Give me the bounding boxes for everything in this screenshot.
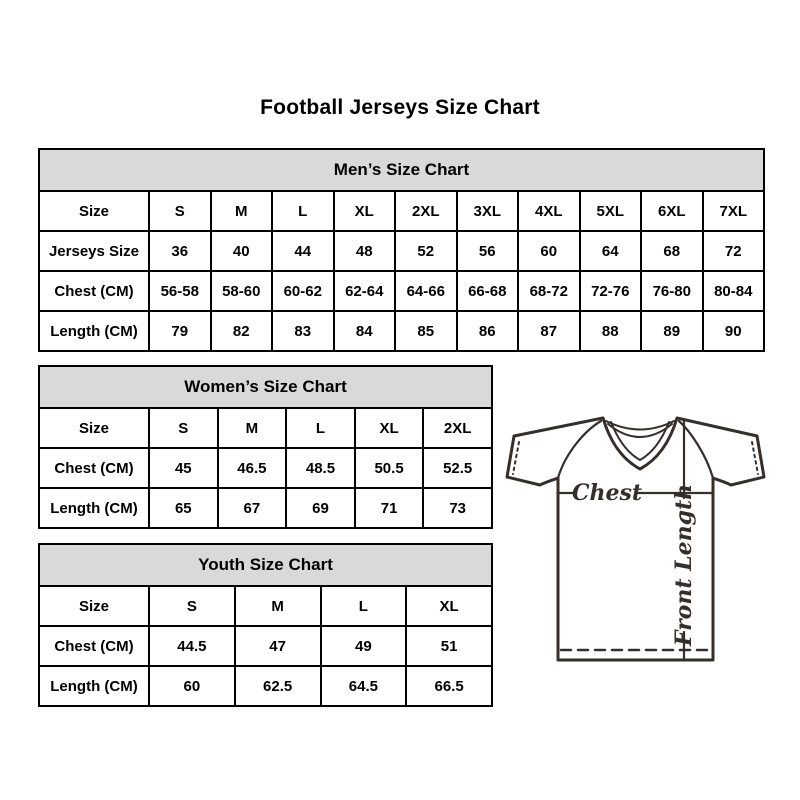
column-header: 7XL xyxy=(703,191,765,231)
size-value-cell: 48.5 xyxy=(286,448,355,488)
size-value-cell: 83 xyxy=(272,311,334,351)
size-value-cell: 84 xyxy=(334,311,396,351)
column-header: L xyxy=(321,586,407,626)
size-value-cell: 46.5 xyxy=(218,448,287,488)
row-label: Jerseys Size xyxy=(39,231,149,271)
size-value-cell: 85 xyxy=(395,311,457,351)
size-value-cell: 60 xyxy=(518,231,580,271)
column-header: XL xyxy=(406,586,492,626)
size-value-cell: 73 xyxy=(423,488,492,528)
table-row xyxy=(39,271,764,311)
column-header: M xyxy=(218,408,287,448)
collar-back-arc-1 xyxy=(606,421,674,430)
size-value-cell: 71 xyxy=(355,488,424,528)
column-header: M xyxy=(235,586,321,626)
chest-label: Chest xyxy=(571,480,643,506)
size-value-cell: 51 xyxy=(406,626,492,666)
column-header: S xyxy=(149,408,218,448)
size-value-cell: 69 xyxy=(286,488,355,528)
size-value-cell: 52 xyxy=(395,231,457,271)
size-value-cell: 45 xyxy=(149,448,218,488)
size-value-cell: 68 xyxy=(641,231,703,271)
row-label: Length (CM) xyxy=(39,488,149,528)
size-value-cell: 64-66 xyxy=(395,271,457,311)
size-value-cell: 88 xyxy=(580,311,642,351)
size-value-cell: 50.5 xyxy=(355,448,424,488)
size-value-cell: 56 xyxy=(457,231,519,271)
size-value-cell: 56-58 xyxy=(149,271,211,311)
size-value-cell: 87 xyxy=(518,311,580,351)
size-value-cell: 90 xyxy=(703,311,765,351)
column-header: 3XL xyxy=(457,191,519,231)
size-value-cell: 62-64 xyxy=(334,271,396,311)
size-header-label: Size xyxy=(39,586,149,626)
womens-size-table xyxy=(38,365,493,529)
size-value-cell: 79 xyxy=(149,311,211,351)
youth-size-table xyxy=(38,543,493,707)
size-value-cell: 64 xyxy=(580,231,642,271)
column-header: S xyxy=(149,191,211,231)
size-value-cell: 48 xyxy=(334,231,396,271)
size-value-cell: 89 xyxy=(641,311,703,351)
column-header: XL xyxy=(334,191,396,231)
youth-table-title: Youth Size Chart xyxy=(39,544,492,586)
table-row xyxy=(39,311,764,351)
size-value-cell: 49 xyxy=(321,626,407,666)
size-header-label: Size xyxy=(39,408,149,448)
size-value-cell: 40 xyxy=(211,231,273,271)
column-header: 6XL xyxy=(641,191,703,231)
size-value-cell: 76-80 xyxy=(641,271,703,311)
size-value-cell: 60 xyxy=(149,666,235,706)
size-value-cell: 68-72 xyxy=(518,271,580,311)
table-row xyxy=(39,231,764,271)
mens-table-title: Men’s Size Chart xyxy=(39,149,764,191)
column-header: M xyxy=(211,191,273,231)
size-value-cell: 80-84 xyxy=(703,271,765,311)
column-header: 5XL xyxy=(580,191,642,231)
size-value-cell: 65 xyxy=(149,488,218,528)
column-header: 4XL xyxy=(518,191,580,231)
row-label: Length (CM) xyxy=(39,666,149,706)
front-length-label: Front Length xyxy=(671,483,697,647)
size-value-cell: 86 xyxy=(457,311,519,351)
column-header: 2XL xyxy=(423,408,492,448)
size-header-label: Size xyxy=(39,191,149,231)
row-label: Chest (CM) xyxy=(39,448,149,488)
size-value-cell: 72 xyxy=(703,231,765,271)
column-header: 2XL xyxy=(395,191,457,231)
size-value-cell: 60-62 xyxy=(272,271,334,311)
size-value-cell: 62.5 xyxy=(235,666,321,706)
row-label: Chest (CM) xyxy=(39,626,149,666)
womens-table-title: Women’s Size Chart xyxy=(39,366,492,408)
table-row xyxy=(39,448,492,488)
row-label: Length (CM) xyxy=(39,311,149,351)
size-value-cell: 72-76 xyxy=(580,271,642,311)
table-row xyxy=(39,626,492,666)
column-header: L xyxy=(286,408,355,448)
size-value-cell: 58-60 xyxy=(211,271,273,311)
jersey-measurement-diagram xyxy=(504,398,776,670)
jersey-outline xyxy=(507,418,764,660)
table-row xyxy=(39,666,492,706)
size-value-cell: 82 xyxy=(211,311,273,351)
size-value-cell: 66.5 xyxy=(406,666,492,706)
size-value-cell: 44 xyxy=(272,231,334,271)
size-value-cell: 44.5 xyxy=(149,626,235,666)
size-value-cell: 52.5 xyxy=(423,448,492,488)
column-header: L xyxy=(272,191,334,231)
size-value-cell: 67 xyxy=(218,488,287,528)
column-header: S xyxy=(149,586,235,626)
row-label: Chest (CM) xyxy=(39,271,149,311)
column-header: XL xyxy=(355,408,424,448)
size-value-cell: 64.5 xyxy=(321,666,407,706)
size-value-cell: 66-68 xyxy=(457,271,519,311)
size-value-cell: 36 xyxy=(149,231,211,271)
mens-size-table xyxy=(38,148,765,352)
size-value-cell: 47 xyxy=(235,626,321,666)
page-title: Football Jerseys Size Chart xyxy=(260,96,540,119)
table-row xyxy=(39,488,492,528)
